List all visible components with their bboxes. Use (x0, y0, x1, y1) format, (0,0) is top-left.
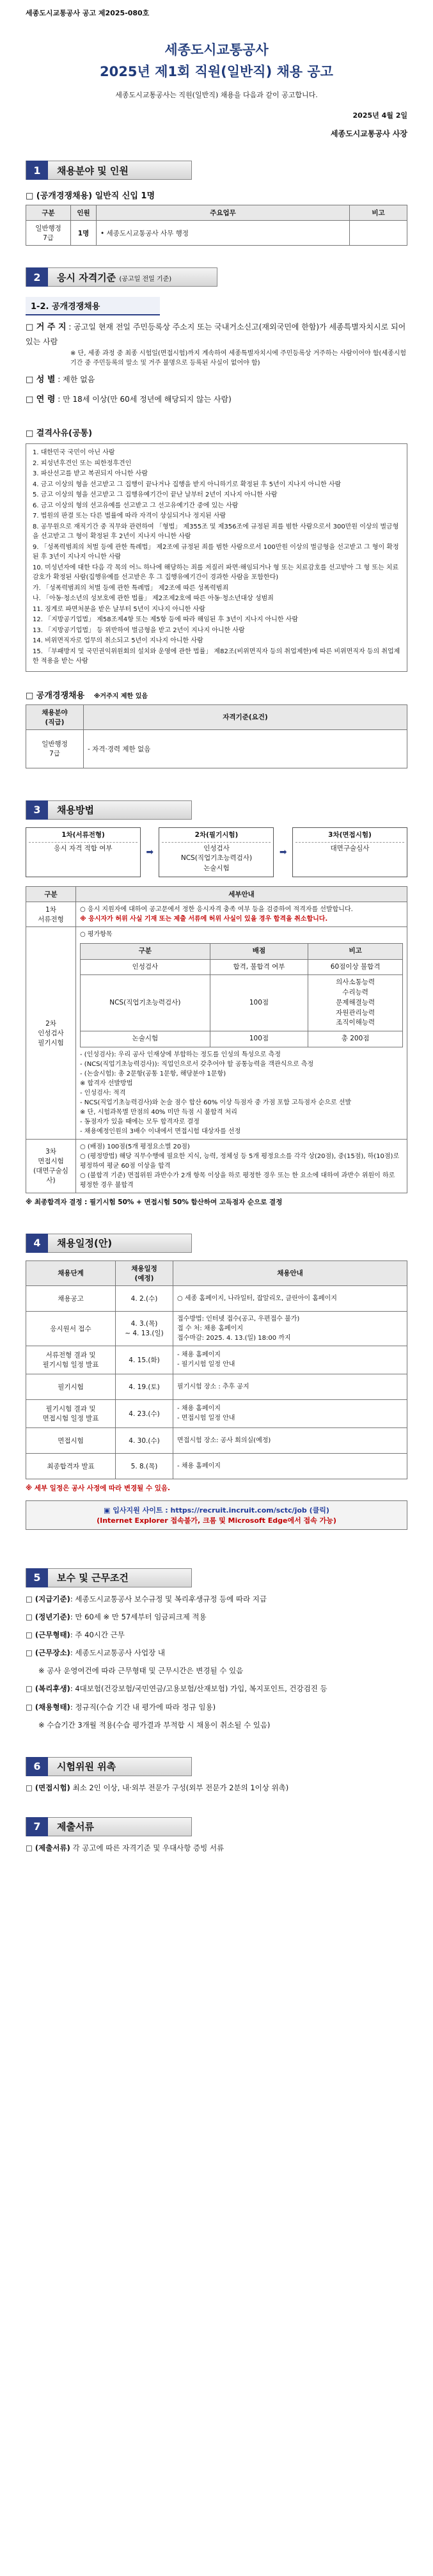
committee-label: □ (면접시험) (26, 1783, 70, 1792)
table-row (26, 1346, 407, 1374)
benefit-label: □ (복리후생) (26, 1684, 70, 1694)
benefit-item (26, 1593, 407, 1605)
list-item: 12. 「지방공기업법」 제58조제4항 또는 제5항 등에 따라 해임된 후 3년이 지나지 아니한 사람 (33, 616, 298, 624)
cell-stage: 최종합격자 발표 (26, 1453, 116, 1479)
stage-1-body: 응시 자격 적합 여부 (54, 844, 113, 852)
cell: 인성검사 (81, 959, 210, 975)
list-item: 4. 금고 이상의 형을 선고받고 그 집행이 끝나거나 집행을 받지 아니하기로 확정된 후 5년이 지나지 아니한 사람 (33, 481, 342, 488)
section-number: 7 (26, 1817, 48, 1836)
list-item: 13. 「지방공기업법」 등 위반하여 벌금형을 받고 2년이 지나지 아니한 사람 (33, 626, 245, 634)
cell: 의사소통능력 수리능력 문제해결능력 자원관리능력 조직이해능력 (308, 975, 403, 1031)
announcement-title: 2025년 제1회 직원(일반직) 채용 공고 (100, 64, 333, 79)
section-5-header (26, 1568, 192, 1587)
benefit-text: : 주 40시간 근무 (70, 1630, 125, 1639)
list-item: - 인성검사: 적격 (80, 1089, 126, 1097)
table-row (26, 1427, 407, 1453)
cell-date: 4. 15.(화) (116, 1346, 173, 1374)
benefit-text: : 세종도시교통공사 보수규정 및 복리후생규정 등에 따라 지급 (70, 1594, 267, 1603)
r2-details (80, 1050, 403, 1136)
method-table (26, 886, 407, 1193)
section-title: 채용일정(안) (57, 1237, 113, 1250)
list-item: 2. 피성년후견인 또는 피한정후견인 (33, 459, 132, 467)
cell: 100점 (210, 975, 308, 1031)
section-3-header (26, 800, 192, 820)
section-title (48, 271, 171, 284)
table-row (26, 1399, 407, 1427)
cell-date: 4. 30.(수) (116, 1427, 173, 1453)
notice-text: 세종도시교통공사는 직원(일반직) 채용을 다음과 같이 공고합니다. (115, 91, 318, 99)
section-title: 채용방법 (57, 804, 94, 816)
cell-date: 4. 2.(수) (116, 1285, 173, 1311)
table-row (81, 959, 403, 975)
section-title: 채용분야 및 인원 (57, 164, 129, 177)
list-item: - (인성검사): 우리 공사 인재상에 부합하는 정도를 인성의 특성으로 측정 (80, 1051, 281, 1058)
org-title: 세종도시교통공사 (164, 42, 269, 58)
stage-2-body: 인성검사 NCS(직업기초능력검사) 논술시험 (180, 844, 253, 872)
committee-item (26, 1781, 407, 1794)
row-label: 2차 인성검사 필기시험 (26, 926, 76, 1139)
row-detail (76, 926, 407, 1139)
list-item: 1. 대한민국 국민이 아닌 사람 (33, 449, 115, 457)
title-block (26, 40, 407, 81)
list-item: ○ (불합격 기준) 면접위원 과반수가 2개 항목 이상을 하로 평정한 경우 또는 한 요소에 대하여 과반수 위원이 하로 평정한 경우 불합격 (80, 1172, 395, 1189)
exam-req-note: ※거주지 제한 있음 (93, 692, 148, 700)
cell-date: 4. 3.(목) ~ 4. 13.(일) (116, 1311, 173, 1346)
benefit-text: : 세종도시교통공사 사업장 내 (70, 1648, 165, 1658)
residence-extra: ※ 단, 세종 과정 중 최종 시험일(면접시험)까지 계속하여 세종특별자치시에 주민등록상 거주하는 사람이어야 함(세종시험 기간 중 주민등록의 말소 및 거주 불명으로 등록된 사실이 없어야 함) (70, 349, 407, 367)
r1-text: ○ 응시 지원자에 대하여 공고문에서 정한 응시자격 충족 여부 등을 검증하여 적격자를 선발합니다. (80, 905, 353, 913)
col-header: 비고 (308, 943, 403, 959)
stage-3-body: 대면구술심사 (330, 844, 370, 852)
committee-text: 최소 2인 이상, 내·외부 전문가 구성(외부 전문가 2분의 1이상 위촉) (72, 1783, 289, 1792)
section-title-sub: (공고일 전일 기준) (119, 275, 172, 283)
signer: 세종도시교통공사 사장 (330, 129, 407, 138)
benefit-list (26, 1593, 407, 1731)
list-item: 9. 「성폭력범죄의 처벌 등에 관한 특례법」 제2조에 규정된 죄를 범한 사람으로서 100만원 이상의 벌금형을 선고받고 그 형이 확정된 후 3년이 지나지 아니한 사람 (33, 543, 399, 561)
list-item: 가. 「성폭력범죄의 처벌 등에 관한 특례법」 제2조에 따른 성폭력범죄 (33, 584, 229, 592)
schedule-note: ※ 세부 일정은 공사 사정에 따라 변경될 수 있음. (26, 1484, 171, 1492)
cell: 합격, 불합격 여부 (210, 959, 308, 975)
final-selection-note: ※ 최종합격자 결정 : 필기시험 50% + 면접시험 50% 합산하여 고득점자 순으로 결정 (26, 1198, 283, 1206)
table-row (26, 1453, 407, 1479)
list-item: 10. 미성년자에 대한 다음 각 목의 어느 하나에 해당하는 죄를 저질러 파면·해임되거나 형 또는 치료감호를 선고받아 그 형 또는 치료감호가 확정된 사람(집행유예를 선고받은 후 그 집행유예기간이 경과한 사람을 포함한다) (33, 564, 399, 582)
stage-3-box (292, 827, 407, 877)
table-row (26, 1139, 407, 1193)
row-detail (76, 902, 407, 926)
section-1-header (26, 161, 192, 180)
list-item: ○ (배점) 100점(5개 평정요소별 20점) (80, 1143, 190, 1150)
col-header: 채용일정 (예정) (116, 1260, 173, 1285)
row-label: 1차 서류전형 (26, 902, 76, 926)
stage-2-head: 2차(필기시험) (162, 831, 271, 843)
apply-link-box[interactable] (26, 1500, 407, 1530)
gender-item (26, 373, 407, 388)
col-header: 채용단계 (26, 1260, 116, 1285)
benefit-item (26, 1610, 407, 1623)
table-row (26, 902, 407, 926)
cell-req: - 자격·경력 제한 없음 (84, 729, 407, 768)
cell-date: 4. 23.(수) (116, 1399, 173, 1427)
col-header: 배점 (210, 943, 308, 959)
cell-date: 5. 8.(목) (116, 1453, 173, 1479)
section-number: 2 (26, 267, 48, 287)
benefit-text: : 만 60세 ※ 만 57세부터 임금피크제 적용 (70, 1612, 207, 1621)
col-header: 구분 (81, 943, 210, 959)
list-item: 8. 공무원으로 재직기간 중 직무와 관련하여 「형법」 제355조 및 제356조에 규정된 죄를 범한 사람으로서 300만원 이상의 벌금형을 선고받고 그 형이 확정된 후 2년이 지나지 아니한 사람 (33, 523, 399, 541)
stage-3-head: 3차(면접시험) (295, 831, 404, 843)
list-item: 7. 법원의 판결 또는 다른 법률에 따라 자격이 상실되거나 정지된 사람 (33, 513, 226, 520)
table-row (26, 729, 407, 768)
benefit-label: □ (채용형태) (26, 1702, 70, 1712)
cell-info: 접수방법: 인터넷 접수(공고, 우편접수 불가) 접 수 처: 채용 홈페이지 접수마감: 2025. 4. 13.(일) 18:00 까지 (173, 1311, 407, 1346)
list-item: 6. 금고 이상의 형의 선고유예를 선고받고 그 선고유예기간 중에 있는 사람 (33, 502, 239, 509)
exam-req-title: □ 공개경쟁채용 (26, 690, 85, 701)
docs-item (26, 1841, 407, 1854)
table-row (26, 926, 407, 1139)
cell-info: ○ 세종 홈페이지, 나라일터, 잡알리오, 클린아이 홈페이지 (173, 1285, 407, 1311)
list-item: 11. 징계로 파면처분을 받은 날부터 5년이 지나지 아니한 사람 (33, 605, 205, 613)
benefit-item (26, 1701, 407, 1713)
cell-count: 1명 (71, 221, 97, 246)
section-number: 3 (26, 800, 48, 820)
cell-field: 일반행정 7급 (26, 729, 84, 768)
table-row (81, 975, 403, 1031)
list-item: 15. 「부패방지 및 국민권익위원회의 설치와 운영에 관한 법률」 제82조(비위면직자 등의 취업제한)에 따른 비위면직자 등의 취업제한 적용을 받는 사람 (33, 648, 400, 665)
cell-stage: 응시원서 접수 (26, 1311, 116, 1346)
cell: NCS(직업기초능력검사) (81, 975, 210, 1031)
section-4-header (26, 1234, 192, 1253)
cell-info: - 채용 홈페이지 - 면접시험 일정 안내 (173, 1399, 407, 1427)
col-header: 비고 (350, 205, 407, 221)
cell-info: - 채용 홈페이지 - 필기시험 일정 안내 (173, 1346, 407, 1374)
benefit-item (26, 1646, 407, 1659)
cell-info: 면접시험 장소: 공사 회의실(예정) (173, 1427, 407, 1453)
age-item (26, 393, 407, 408)
list-item: 14. 비위면직자로 업무의 취소되고 5년이 지나지 아니한 사람 (33, 637, 203, 645)
cell-stage: 필기시험 (26, 1374, 116, 1399)
cell-type: 일반행정 7급 (26, 221, 71, 246)
stage-1-box (26, 827, 141, 877)
benefit-text: : 정규직(수습 기간 내 평가에 따라 정규 임용) (70, 1702, 216, 1712)
gender-text: : 제한 없음 (58, 374, 95, 384)
table-row (26, 1374, 407, 1399)
section-title: 제출서류 (57, 1821, 94, 1833)
docs-text: 각 공고에 따른 자격기준 및 우대사항 증빙 서류 (72, 1843, 224, 1852)
list-item: ○ (평정방법) 해당 직무수행에 필요한 지식, 능력, 정체성 등 5개 평정요소를 각각 상(20점), 중(15점), 하(10점)로 평정하여 평균 60점 이상을 합격 (80, 1152, 400, 1170)
col-header: 자격기준(요건) (84, 704, 407, 729)
stage-2-box (159, 827, 274, 877)
arrow-right-icon: ➡ (146, 847, 154, 857)
cell-info: - 채용 홈페이지 (173, 1453, 407, 1479)
residence-label: □ 거 주 지 (26, 322, 67, 332)
section-title-text: 응시 자격기준 (57, 271, 116, 283)
announcement-date: 2025년 4월 2일 (352, 111, 407, 120)
section-2-header (26, 267, 217, 287)
col-header: 세부안내 (76, 886, 407, 902)
col-header: 채용안내 (173, 1260, 407, 1285)
list-item: 나. 「아동·청소년의 성보호에 관한 법률」 제2조제2호에 따른 아동·청소년대상 성범죄 (33, 595, 274, 603)
benefit-label: □ (정년기준) (26, 1612, 70, 1621)
list-item: - 동점자가 있을 때에는 모두 합격자로 결정 (80, 1118, 200, 1125)
qual-tab: 1-2. 공개경쟁채용 (26, 297, 160, 315)
row-detail (76, 1139, 407, 1193)
benefit-item (26, 1628, 407, 1641)
col-header: 주요업무 (97, 205, 350, 221)
exam-req-table (26, 704, 407, 768)
list-item: ※ 단, 시험과목별 만점의 40% 미만 득점 시 불합격 처리 (80, 1108, 237, 1116)
table-row (26, 1285, 407, 1311)
benefit-note: ※ 수습기간 3개월 적용(수습 평가결과 부적합 시 채용이 취소될 수 있음) (38, 1720, 271, 1729)
list-item: - 채용예정인원의 3배수 이내에서 면접시험 대상자를 선정 (80, 1127, 241, 1135)
table-row (26, 1311, 407, 1346)
gender-label: □ 성 별 (26, 374, 56, 385)
section-number: 5 (26, 1568, 48, 1587)
list-item: 5. 금고 이상의 형을 선고받고 그 집행유예기간이 끝난 날부터 2년이 지나지 아니한 사람 (33, 491, 278, 499)
list-item: 3. 파산선고를 받고 복권되지 아니한 사람 (33, 470, 148, 478)
method-flow (26, 827, 407, 877)
section-number: 1 (26, 161, 48, 180)
r1-warning: ※ 응시자가 허위 사실 기재 또는 제출 서류에 허위 사실이 있을 경우 합격을 취소합니다. (80, 915, 328, 923)
cell: 논술시험 (81, 1031, 210, 1047)
score-table (80, 943, 403, 1047)
disq-heading: □ 결격사유(공통) (26, 429, 93, 439)
residence-item (26, 321, 407, 349)
recruit-table (26, 205, 407, 246)
row-label: 3차 면접시험 (대면구술심사) (26, 1139, 76, 1193)
cell-date: 4. 19.(토) (116, 1374, 173, 1399)
benefit-label: □ (근무장소) (26, 1648, 70, 1658)
section-title: 보수 및 근무조건 (57, 1572, 129, 1584)
cell: 총 200점 (308, 1031, 403, 1047)
benefit-label: □ (지급기준) (26, 1594, 70, 1603)
benefit-note: ※ 공사 운영여건에 따라 근무형태 및 근무시간은 변경될 수 있음 (38, 1666, 244, 1676)
section-number: 4 (26, 1234, 48, 1253)
cell-stage: 면접시험 (26, 1427, 116, 1453)
col-header: 구분 (26, 886, 76, 902)
arrow-right-icon: ➡ (279, 847, 287, 857)
cell-stage: 필기시험 결과 및 면접시험 일정 발표 (26, 1399, 116, 1427)
benefit-item (26, 1682, 407, 1695)
list-item: - NCS(직업기초능력검사)와 논술 점수 합산 60% 이상 득점자 중 가점 포함 고득점자 순으로 선발 (80, 1099, 352, 1106)
cell: 100점 (210, 1031, 308, 1047)
col-header: 채용분야 (직급) (26, 704, 84, 729)
announcement-number: 세종도시교통공사 공고 제2025-080호 (26, 9, 150, 17)
section-title: 시험위원 위촉 (57, 1761, 116, 1773)
recruit-heading: □ (공개경쟁채용) 일반직 신입 1명 (26, 191, 155, 201)
docs-label: □ (제출서류) (26, 1843, 70, 1852)
r2-intro: ○ 평가항목 (80, 930, 113, 938)
table-row (81, 1031, 403, 1047)
benefit-text: : 4대보험(건강보험/국민연금/고용보험/산재보험) 가입, 복지포인트, 건강검진 등 (70, 1684, 327, 1694)
cell: 60점이상 불합격 (308, 959, 403, 975)
section-6-header (26, 1757, 192, 1776)
browser-note: (Internet Explorer 접속불가, 크롬 및 Microsoft Edge에서 접속 가능) (97, 1516, 336, 1525)
list-item: - (논술시험): 총 2문항(공통 1문항, 해당분야 1문항) (80, 1070, 226, 1077)
apply-link[interactable]: ▣ 입사지원 사이트 : https://recruit.incruit.com/sctc/job (클릭) (104, 1506, 329, 1515)
list-item: ※ 합격자 선발방법 (80, 1079, 133, 1087)
section-number: 6 (26, 1757, 48, 1776)
col-header: 구분 (26, 205, 71, 221)
section-7-header (26, 1817, 192, 1836)
table-row (26, 221, 407, 246)
cell-note (350, 221, 407, 246)
cell-stage: 서류전형 결과 및 필기시험 일정 발표 (26, 1346, 116, 1374)
cell-task: • 세종도시교통공사 사무 행정 (97, 221, 350, 246)
col-header: 인원 (71, 205, 97, 221)
list-item: - (NCS(직업기초능력검사)): 직업인으로서 갖추어야 할 공통능력을 객관식으로 측정 (80, 1060, 314, 1068)
cell-info: 필기시험 장소 : 추후 공지 (173, 1374, 407, 1399)
age-text: : 만 18세 이상(만 60세 정년에 해당되지 않는 사람) (58, 394, 232, 404)
benefit-label: □ (근무형태) (26, 1630, 70, 1639)
residence-text: : 공고일 현재 전일 주민등록상 주소지 또는 국내거소신고(재외국민에 한함)가 세종특별자치시로 되어 있는 사람 (26, 322, 406, 346)
schedule-table (26, 1260, 407, 1479)
age-label: □ 연 령 (26, 394, 56, 404)
exam-req-heading (26, 688, 407, 701)
stage-1-head: 1차(서류전형) (29, 831, 138, 843)
disq-list (26, 443, 407, 672)
cell-stage: 채용공고 (26, 1285, 116, 1311)
